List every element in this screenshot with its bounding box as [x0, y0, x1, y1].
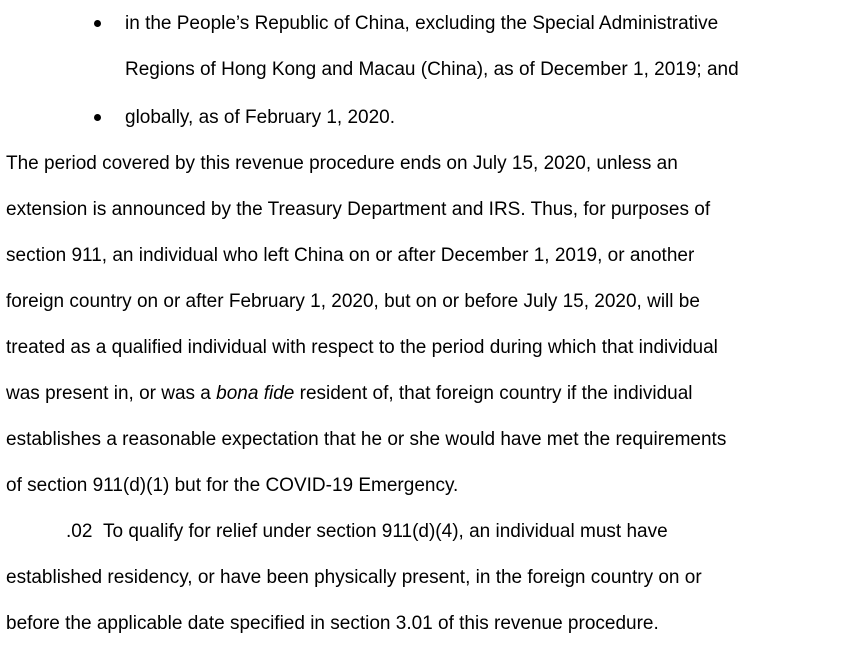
paragraph-1-line-3: section 911, an individual who left China on or after December 1, 2019, or another: [6, 245, 695, 266]
paragraph-2-line-3: before the applicable date specified in section 3.01 of this revenue procedure.: [6, 613, 659, 634]
bullet-1-line-1: in the People’s Republic of China, excluding the Special Administrative: [125, 13, 719, 34]
paragraph-1-line-4: foreign country on or after February 1, 2020, but on or before July 15, 2020, will be: [6, 291, 700, 312]
paragraph-1-line-2: extension is announced by the Treasury Department and IRS. Thus, for purposes of: [6, 199, 711, 220]
paragraph-1-line-7: establishes a reasonable expectation that he or she would have met the requirements: [6, 429, 727, 450]
bullet-2-line-1: globally, as of February 1, 2020.: [125, 107, 396, 128]
section-number: .02: [66, 521, 93, 542]
paragraph-1-line-8: of section 911(d)(1) but for the COVID-19 Emergency.: [6, 475, 459, 496]
italic-term: bona fide: [216, 383, 295, 404]
paragraph-2-line-1-text: To qualify for relief under section 911(d)(4), an individual must have: [102, 521, 668, 542]
bullet-1-line-2: Regions of Hong Kong and Macau (China), as of December 1, 2019; and: [125, 59, 739, 80]
line-6-text-after: resident of, that foreign country if the individual: [294, 383, 693, 404]
bullet-dot: [94, 114, 101, 121]
paragraph-1-line-1: The period covered by this revenue procedure ends on July 15, 2020, unless an: [6, 153, 678, 174]
paragraph-2-line-1: [66, 520, 668, 544]
paragraph-1-line-6: [6, 382, 693, 406]
line-6-text-before: was present in, or was a: [6, 383, 217, 404]
paragraph-2-line-2: established residency, or have been physically present, in the foreign country on or: [6, 567, 702, 588]
bullet-dot: [94, 20, 101, 27]
paragraph-1-line-5: treated as a qualified individual with respect to the period during which that individual: [6, 337, 718, 358]
